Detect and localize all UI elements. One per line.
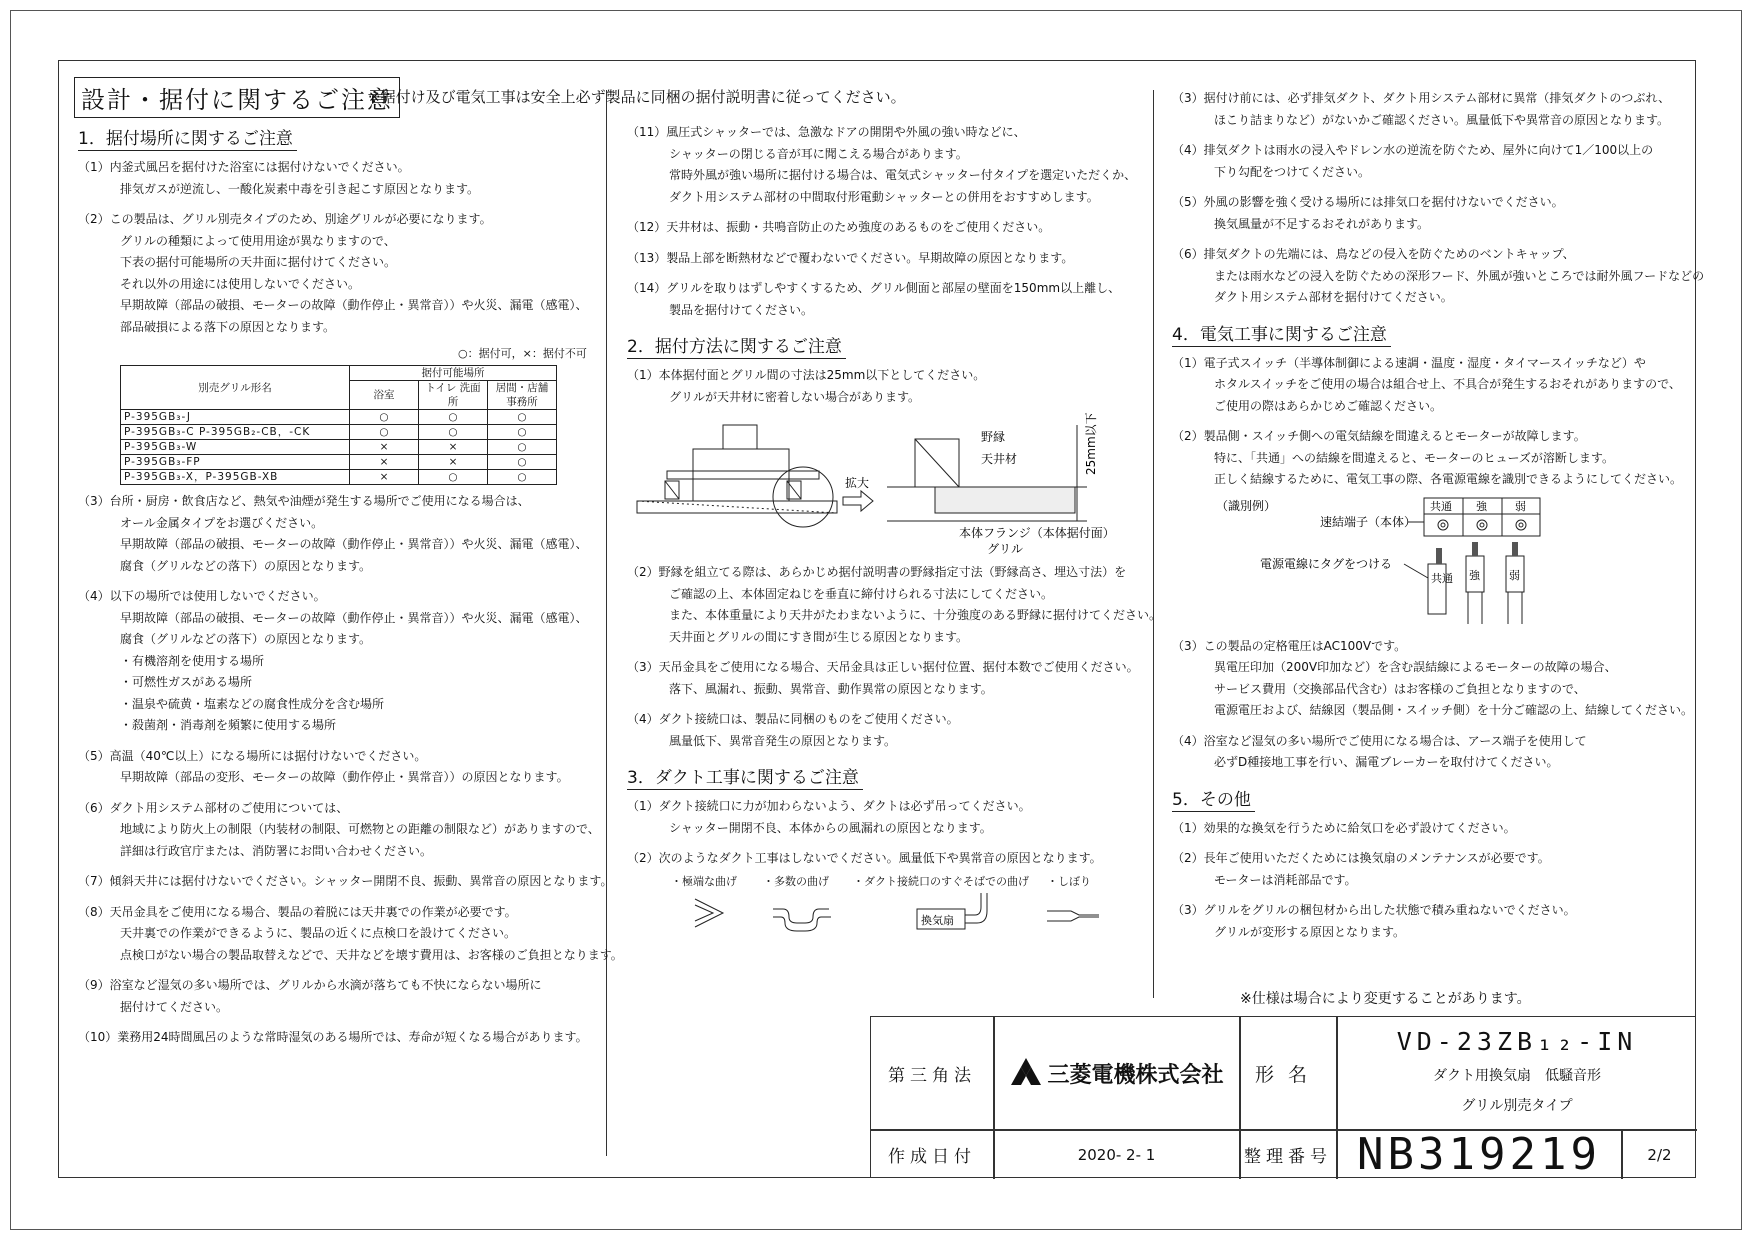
note-line: 詳細は行政官庁または、消防署にお問い合わせください。: [120, 843, 433, 858]
table-row: [121, 410, 557, 425]
note-line: 正しく結線するために、電気工事の際、各電源電線を識別できるようにしてください。: [1214, 472, 1683, 486]
projection-method: 第三角法: [888, 1065, 976, 1086]
document-number: NB319219: [1357, 1129, 1601, 1180]
note-item: [78, 746, 598, 789]
note-line: 常時外風が強い場所に据付ける場合は、電気式シャッター付タイプを選定いただくか、: [669, 168, 1137, 182]
note-item: [1172, 636, 1692, 722]
note-line: 天井面とグリルの間にすき間が生じる原因となります。: [669, 629, 969, 644]
duct-example-label: ・多数の曲げ: [763, 874, 829, 888]
tag-instruction: 電源電線にタグをつける: [1260, 556, 1393, 571]
enlarge-label: 拡大: [845, 476, 870, 490]
note-item: [627, 848, 1142, 870]
note-line: （1）ダクト接続口に力が加わらないよう、ダクトは必ず吊ってください。: [627, 799, 1031, 813]
note-line: ほこり詰まりなど）がないかご確認ください。風量低下や異常音の原因となります。: [1214, 112, 1670, 127]
note-item: [78, 798, 598, 863]
grille-compatibility-table: [120, 365, 557, 485]
note-line: ダクト用システム部材を据付けてください。: [1214, 290, 1453, 304]
note-line: 点検口がない場合の製品取替えなどで、天井などを壊す費用は、お客様のご負担となります。: [120, 947, 623, 962]
note-line: （12）天井材は、振動・共鳴音防止のため強度のあるものをご使用ください。: [627, 220, 1051, 234]
note-item: [627, 365, 1142, 408]
note-item: [627, 657, 1142, 700]
suitability-cell: ○: [419, 410, 488, 425]
note-line: 下表の据付可能場所の天井面に据付けてください。: [120, 255, 397, 269]
suitability-cell: ○: [419, 425, 488, 440]
terminal-weak-label: 弱: [1515, 499, 1526, 513]
note-item: [78, 975, 598, 1018]
fan-label: 換気扇: [921, 913, 954, 927]
note-line: オール金属タイプをお選びください。: [120, 515, 324, 530]
suitability-cell: ×: [350, 470, 419, 485]
note-line: ご確認の上、本体固定ねじを垂直に締付けられる寸法にしてください。: [669, 586, 1054, 601]
column-2: [627, 122, 1162, 941]
note-item: [627, 709, 1142, 752]
note-line: 据付けてください。: [120, 999, 229, 1014]
column-divider: [1153, 90, 1154, 998]
tag-common-label: 共通: [1431, 571, 1453, 585]
column-3: [1172, 88, 1705, 952]
note-item: [627, 217, 1142, 239]
note-line: モーターは消耗部品です。: [1214, 872, 1357, 887]
item-list: [78, 157, 598, 338]
duct-example-label: ・しぼり: [1047, 874, 1091, 888]
note-item: [1172, 192, 1692, 235]
note-item: [78, 491, 598, 577]
item-list: [1172, 88, 1705, 309]
note-line: （4）以下の場所では使用しないでください。: [78, 589, 326, 603]
note-line: 腐食（グリルなどの落下）の原因となります。: [120, 632, 372, 646]
suitability-cell: ○: [488, 440, 557, 455]
note-item: [1172, 244, 1705, 309]
wiring-example-label: （識別例）: [1216, 498, 1277, 513]
document-number-label: 整理番号: [1244, 1147, 1332, 1167]
note-line: （6）ダクト用システム部材のご使用については、: [78, 800, 349, 815]
section-heading: 2．据付方法に関するご注意: [627, 336, 846, 359]
note-line: （11）風圧式シャッターでは、急激なドアの開閉や外風の強い時などに、: [627, 125, 1026, 139]
date-label: 作成日付: [888, 1147, 976, 1167]
suitability-cell: ×: [350, 455, 419, 470]
note-line: 電源電圧および、結線図（製品側・スイッチ側）を十分ご確認の上、結線してください。: [1214, 703, 1694, 717]
note-line: （1）内釜式風呂を据付けた浴室には据付けないでください。: [78, 160, 410, 174]
table-header: 据付可能場所: [350, 366, 557, 381]
note-line: （6）排気ダクトの先端には、鳥などの侵入を防ぐためのベントキャップ、: [1172, 247, 1575, 261]
table-header: トイレ 洗面所: [419, 381, 488, 410]
grille-model-cell: P-395GB₃-W: [121, 440, 350, 455]
note-line: （2）長年ご使用いただくためには換気扇のメンテナンスが必要です。: [1172, 851, 1550, 865]
note-line: または雨水などの浸入を防ぐための深形フード、外風が強いところでは耐外風フードなどの: [1214, 268, 1705, 283]
note-line: （4）浴室など湿気の多い場所でご使用になる場合は、アース端子を使用して: [1172, 733, 1587, 748]
note-line: 排気ガスが逆流し、一酸化炭素中毒を引き起こす原因となります。: [120, 181, 480, 196]
table-header: 居間・店舗 事務所: [488, 381, 557, 410]
note-line: （1）効果的な換気を行うために給気口を必ず設けてください。: [1172, 820, 1516, 835]
duct-example-label: ・極端な曲げ: [671, 874, 737, 888]
note-item: [1172, 848, 1692, 891]
terminal-label: 速結端子（本体）: [1320, 514, 1417, 529]
note-line: 必ずD種接地工事を行い、漏電ブレーカーを取付けてください。: [1214, 755, 1559, 769]
table-header: 別売グリル形名: [121, 366, 350, 410]
note-line: ご使用の際はあらかじめご確認ください。: [1214, 398, 1443, 413]
note-line: （9）浴室など湿気の多い場所では、グリルから水滴が落ちても不快にならない場所に: [78, 978, 542, 992]
note-item: [78, 157, 598, 200]
suitability-cell: ○: [350, 410, 419, 425]
note-line: 天井裏での作業ができるように、製品の近くに点検口を設けてください。: [120, 926, 517, 940]
tag-weak-label: 弱: [1509, 568, 1520, 582]
terminal-strong-label: 強: [1476, 499, 1487, 513]
suitability-cell: ×: [350, 440, 419, 455]
column-divider: [606, 90, 607, 1156]
suitability-cell: ○: [488, 410, 557, 425]
item-list: [627, 122, 1142, 321]
note-item: [78, 871, 613, 893]
note-line: （2）野縁を組立てる際は、あらかじめ据付説明書の野縁指定寸法（野縁高さ、埋込寸法）を: [627, 565, 1127, 579]
page-number: 2/2: [1647, 1145, 1672, 1164]
note-item: [627, 248, 1142, 270]
note-item: [1172, 88, 1692, 131]
suitability-cell: ○: [350, 425, 419, 440]
note-line: グリルが天井材に密着しない場合があります。: [669, 389, 921, 404]
note-line: （1）電子式スイッチ（半導体制御による速調・温度・湿度・タイマースイッチなど）や: [1172, 355, 1646, 370]
suitability-cell: ○: [488, 425, 557, 440]
page-title: 設計・据付に関するご注意: [74, 77, 400, 118]
note-line: （4）排気ダクトは雨水の浸入やドレン水の逆流を防ぐため、屋外に向けて1／100以上の: [1172, 143, 1654, 157]
note-line: シャッター開閉不良、本体からの風漏れの原因となります。: [669, 820, 992, 835]
note-line: （3）この製品の定格電圧はAC100Vです。: [1172, 638, 1407, 653]
note-item: [1172, 731, 1692, 774]
wiring-identification-diagram: [1172, 496, 1672, 628]
note-line: （14）グリルを取りはずしやすくするため、グリル側面と部屋の壁面を150mm以上離し、: [627, 281, 1121, 295]
note-line: （5）外風の影響を強く受ける場所には排気口を据付けないでください。: [1172, 195, 1564, 209]
enlarge-arrow-icon: [843, 491, 873, 511]
note-item: [78, 209, 598, 338]
item-list: [1172, 818, 1692, 944]
grille-model-cell: P-395GB₃-FP: [121, 455, 350, 470]
note-item: [627, 278, 1142, 321]
note-line: 製品を据付けてください。: [669, 302, 814, 317]
ceiling-material-label: 天井材: [981, 452, 1018, 466]
note-line: （7）傾斜天井には据付けないでください。シャッター開閉不良、振動、異常音の原因となります。: [78, 874, 613, 888]
section-heading: 1．据付場所に関するご注意: [78, 128, 297, 151]
suitability-cell: ○: [488, 455, 557, 470]
note-line: ダクト用システム部材の中間取付形電動シャッターとの併用をおすすめします。: [669, 189, 1099, 204]
note-line: 異電圧印加（200V印加など）を含む誤結線によるモーターの故障の場合、: [1214, 660, 1617, 674]
suitability-cell: ×: [419, 440, 488, 455]
note-line: （5）高温（40℃以上）になる場所には据付けないでください。: [78, 748, 427, 763]
grille-model-cell: P-395GB₃-X，P-395GB-XB: [121, 470, 350, 485]
note-item: [78, 902, 623, 967]
installation-diagram: [637, 412, 1137, 556]
installation-notice: ※据付け及び電気工事は安全上必ず製品に同梱の据付説明書に従ってください。: [368, 88, 906, 106]
mitsubishi-logo-icon: [1009, 1057, 1043, 1089]
item-list: [627, 562, 1162, 752]
company-logo: [994, 1017, 1239, 1129]
item-list: [1172, 636, 1692, 774]
note-item: [1172, 426, 1692, 491]
note-line: （13）製品上部を断熱材などで覆わないでください。早期故障の原因となります。: [627, 250, 1074, 265]
note-item: [1172, 140, 1692, 183]
note-line: （2）次のようなダクト工事はしないでください。風量低下や異常音の原因となります。: [627, 851, 1102, 865]
dimension-label: 25mm以下: [1084, 412, 1098, 475]
suitability-cell: ○: [419, 470, 488, 485]
note-line: （3）据付け前には、必ず排気ダクト、ダクト用システム部材に異常（排気ダクトのつぶれ、: [1172, 91, 1671, 105]
grille-model-cell: P-395GB₃-C P-395GB₂-CB，-CK: [121, 425, 350, 440]
note-line: 早期故障（部品の破損、モーターの故障（動作停止・異常音））や火災、漏電（感電）、: [120, 298, 588, 312]
item-list: [78, 491, 623, 1049]
duct-example-drawings: [627, 891, 1127, 941]
table-row: [121, 440, 557, 455]
nobuchi-label: 野縁: [981, 430, 1006, 444]
note-line: ・殺菌剤・消毒剤を頻繁に使用する場所: [120, 718, 337, 732]
duct-example-label: ・ダクト接続口のすぐそばでの曲げ: [853, 874, 1029, 888]
note-line: （3）台所・厨房・飲食店など、熱気や油煙が発生する場所でご使用になる場合は、: [78, 494, 530, 508]
note-line: （3）天吊金具をご使用になる場合、天吊金具は正しい据付位置、据付本数でご使用ください。: [627, 660, 1139, 674]
tag-strong-label: 強: [1469, 568, 1480, 582]
suitability-cell: ○: [488, 470, 557, 485]
product-description: ダクト用換気扇 低騒音形: [1433, 1068, 1601, 1084]
product-type: グリル別売タイプ: [1461, 1098, 1573, 1114]
model-number: VD-23ZB₁₂-IN: [1396, 1026, 1638, 1056]
creation-date: 2020- 2- 1: [1077, 1145, 1156, 1164]
note-item: [627, 562, 1162, 648]
note-item: [78, 1027, 598, 1049]
note-item: [1172, 818, 1692, 840]
note-line: また、本体重量により天井がたわまないように、十分強度のある野縁に据付けてください。: [669, 608, 1162, 622]
section-heading: 5．その他: [1172, 789, 1255, 812]
note-item: [627, 796, 1142, 839]
note-line: ・可燃性ガスがある場所: [120, 675, 253, 689]
note-item: [78, 586, 598, 737]
note-line: それ以外の用途には使用しないでください。: [120, 276, 361, 291]
note-line: 腐食（グリルなどの落下）の原因となります。: [120, 558, 372, 573]
grille-label: グリル: [987, 542, 1024, 556]
note-item: [1172, 900, 1692, 943]
note-line: 下り勾配をつけてください。: [1214, 164, 1371, 179]
item-list: [627, 796, 1142, 870]
note-line: 落下、風漏れ、振動、異常音、動作異常の原因となります。: [669, 681, 993, 696]
note-line: （4）ダクト接続口は、製品に同梱のものをご使用ください。: [627, 712, 959, 726]
note-line: 早期故障（部品の破損、モーターの故障（動作停止・異常音））や火災、漏電（感電）、: [120, 610, 588, 625]
note-line: グリルが変形する原因となります。: [1214, 924, 1406, 939]
model-label: 形名: [1254, 1063, 1321, 1086]
table-legend: ○：据付可，×：据付不可: [458, 347, 587, 360]
note-line: ホタルスイッチをご使用の場合は組合せ上、不具合が発生するおそれがありますので、: [1214, 377, 1681, 391]
item-list: [627, 365, 1142, 408]
note-line: 風量低下、異常音発生の原因となります。: [669, 733, 897, 748]
item-list: [1172, 353, 1692, 491]
section-heading: 4．電気工事に関するご注意: [1172, 324, 1391, 347]
company-name: 三菱電機株式会社: [1047, 1062, 1224, 1088]
note-line: 換気風量が不足するおそれがあります。: [1214, 216, 1430, 231]
note-line: ・温泉や硫黄・塩素などの腐食性成分を含む場所: [120, 696, 385, 711]
note-line: （3）グリルをグリルの梱包材から出した状態で積み重ねないでください。: [1172, 903, 1576, 917]
note-line: （1）本体据付面とグリル間の寸法は25mm以下としてください。: [627, 368, 986, 382]
table-header: 浴室: [350, 381, 419, 410]
note-line: シャッターの閉じる音が耳に聞こえる場合があります。: [669, 146, 968, 161]
note-line: （10）業務用24時間風呂のような常時湿気のある場所では、寿命が短くなる場合があります。: [78, 1030, 588, 1044]
table-row: [121, 470, 557, 485]
section-heading: 3．ダクト工事に関するご注意: [627, 767, 863, 790]
suitability-cell: ×: [419, 455, 488, 470]
grille-model-cell: P-395GB₃-J: [121, 410, 350, 425]
table-row: [121, 425, 557, 440]
note-line: グリルの種類によって使用用途が異なりますので、: [120, 233, 396, 248]
note-item: [1172, 353, 1692, 418]
note-line: ・有機溶剤を使用する場所: [120, 653, 265, 668]
title-block: [870, 1016, 1696, 1178]
note-line: 地域により防火上の制限（内装材の制限、可燃物との距離の制限など）がありますので、: [120, 822, 600, 836]
flange-label: 本体フランジ（本体据付面）: [959, 526, 1115, 540]
note-line: 特に、「共通」への結線を間違えると、モーターのヒューズが溶断します。: [1214, 450, 1614, 465]
note-line: （2）この製品は、グリル別売タイプのため、別途グリルが必要になります。: [78, 212, 492, 226]
note-line: （2）製品側・スイッチ側への電気結線を間違えるとモーターが故障します。: [1172, 429, 1586, 443]
note-line: （8）天吊金具をご使用になる場合、製品の着脱には天井裏での作業が必要です。: [78, 904, 517, 919]
note-item: [627, 122, 1142, 208]
note-line: サービス費用（交換部品代含む）はお客様のご負担となりますので、: [1214, 681, 1586, 696]
spec-change-note: ※仕様は場合により変更することがあります。: [1240, 991, 1531, 1007]
table-row: [121, 455, 557, 470]
note-line: 部品破損による落下の原因となります。: [120, 319, 336, 334]
note-line: 早期故障（部品の破損、モーターの故障（動作停止・異常音））や火災、漏電（感電）、: [120, 537, 588, 551]
terminal-common-label: 共通: [1430, 499, 1452, 513]
note-line: 早期故障（部品の変形、モーターの故障（動作停止・異常音））の原因となります。: [120, 770, 569, 784]
column-1: [78, 122, 623, 1058]
duct-examples: [627, 871, 1142, 941]
